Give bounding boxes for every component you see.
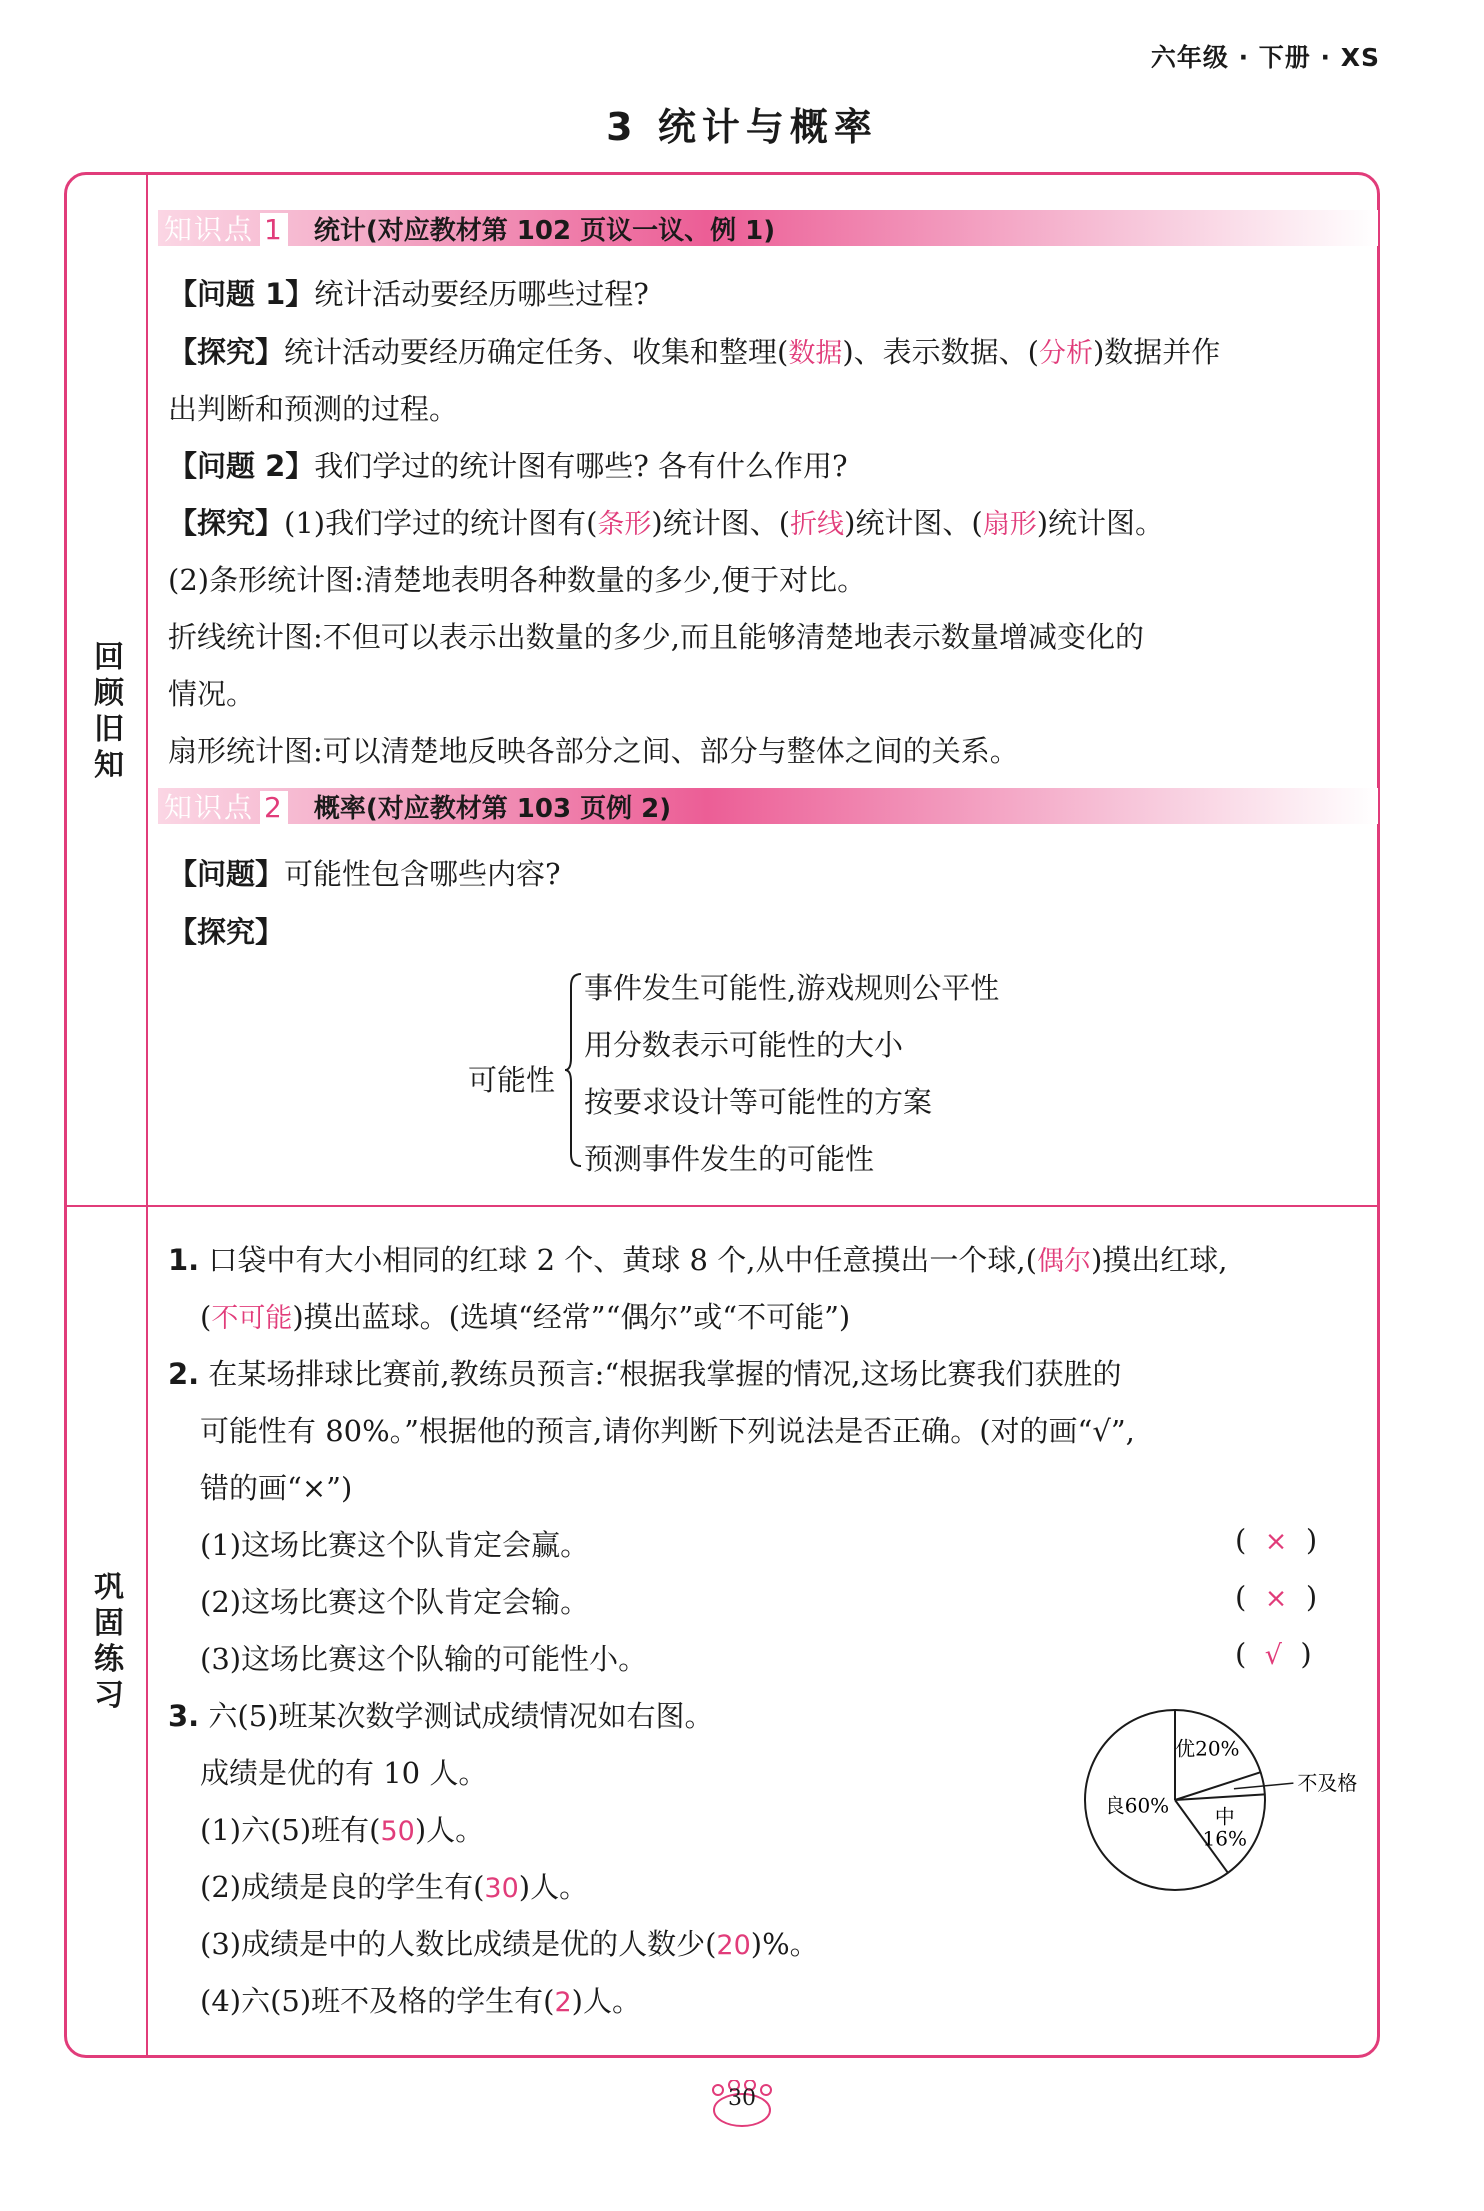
sidebar-practice-label: 巩固练习 xyxy=(94,1570,124,1713)
exercise-2-line-1 xyxy=(168,1352,1121,1393)
e2-d: )统计图。 xyxy=(1036,506,1165,540)
pie-label-medium: 16% xyxy=(1202,1826,1247,1851)
q2a: (2)成绩是良的学生有( xyxy=(200,1870,485,1904)
ex1-num: 1. xyxy=(168,1243,200,1277)
e1-c: )数据并作 xyxy=(1092,335,1221,369)
kp2-explore-label xyxy=(168,910,284,951)
exercise-3-q3 xyxy=(200,1922,819,1963)
mark-3: √ xyxy=(1264,1640,1282,1671)
pie-label-good: 良60% xyxy=(1104,1793,1170,1818)
ex1-answer-2: 不可能 xyxy=(211,1303,293,1334)
exercise-2-item-3: (3)这场比赛这个队输的可能性小。 xyxy=(200,1642,648,1676)
kp2-tag xyxy=(158,786,294,826)
section-divider xyxy=(66,1205,1378,1207)
kp1-title: 统计(对应教材第 102 页议一议、例 1) xyxy=(313,215,776,246)
brace-icon xyxy=(563,972,583,1168)
knowledge-point-2-bar xyxy=(158,788,1378,824)
kp2-tag-text: 知识点 xyxy=(164,791,255,824)
exercise-2-item-2: (2)这场比赛这个队肯定会输。 xyxy=(200,1585,590,1619)
e1-a: 统计活动要经历确定任务、收集和整理( xyxy=(284,335,789,369)
exercise-1-line-1 xyxy=(168,1238,1228,1279)
kp1-explore-1 xyxy=(168,330,1220,371)
q4b: )人。 xyxy=(571,1984,641,2018)
kp1-question-2 xyxy=(168,444,848,485)
exercise-2-line-2: 可能性有 80%。”根据他的预言,请你判断下列说法是否正确。(对的画“√”, xyxy=(200,1414,1135,1448)
exercise-2-item-3-mark: ( √ ) xyxy=(1235,1637,1312,1671)
exercise-3-q2 xyxy=(200,1865,588,1906)
pie-label-medium: 中 xyxy=(1214,1804,1235,1829)
kp2-num: 2 xyxy=(260,791,288,824)
q1a: (1)六(5)班有( xyxy=(200,1813,381,1847)
exercise-2-item-1: (1)这场比赛这个队肯定会赢。 xyxy=(200,1528,590,1562)
ex3-a: 六(5)班某次数学测试成绩情况如右图。 xyxy=(208,1699,714,1733)
q1-text: 统计活动要经历哪些过程? xyxy=(314,277,649,311)
ex1-a: 口袋中有大小相同的红球 2 个、黄球 8 个,从中任意摸出一个球,( xyxy=(208,1243,1037,1277)
ex2-num: 2. xyxy=(168,1357,200,1391)
page-title: 3 统计与概率 xyxy=(606,105,878,149)
ex1-b: )摸出红球, xyxy=(1090,1243,1228,1277)
kp1-tag xyxy=(158,208,294,248)
answer-bar: 条形 xyxy=(597,509,652,540)
ex3-answer-4: 2 xyxy=(554,1987,572,2018)
exercise-3-q1 xyxy=(200,1808,484,1849)
e1-label: 【探究】 xyxy=(168,335,285,369)
kp1-num: 1 xyxy=(260,213,288,246)
tree-item-1: 事件发生可能性,游戏规则公平性 xyxy=(584,971,1000,1005)
kp2-q-label: 【问题】 xyxy=(168,857,285,891)
kp1-explore-1-cont: 出判断和预测的过程。 xyxy=(168,392,459,426)
q2b: )人。 xyxy=(518,1870,589,1904)
e2-c: )统计图、( xyxy=(844,506,983,540)
exercise-2-item-1-mark: ( × ) xyxy=(1235,1523,1318,1557)
ex3-answer-3: 20 xyxy=(716,1930,751,1961)
exercise-3-line-2: 成绩是优的有 10 人。 xyxy=(200,1756,488,1790)
kp2-title: 概率(对应教材第 103 页例 2) xyxy=(313,793,672,824)
page-number: 30 xyxy=(728,2086,756,2111)
pie-chart xyxy=(1075,1700,1375,1904)
q1b: )人。 xyxy=(414,1813,485,1847)
exercise-3-q4 xyxy=(200,1979,641,2020)
q3b: )%。 xyxy=(750,1927,819,1961)
answer-data: 数据 xyxy=(788,338,843,369)
kp1-bar-chart-desc: (2)条形统计图:清楚地表明各种数量的多少,便于对比。 xyxy=(168,563,867,597)
ex1-answer-1: 偶尔 xyxy=(1036,1246,1091,1277)
grade-label: 六年级 · 下册 · XS xyxy=(1150,43,1380,72)
answer-line: 折线 xyxy=(790,509,845,540)
pie-label-excellent: 优20% xyxy=(1175,1736,1240,1761)
q2-label: 【问题 2】 xyxy=(168,449,315,483)
kp1-line-chart-desc-cont: 情况。 xyxy=(168,677,256,711)
e2-a: (1)我们学过的统计图有( xyxy=(284,506,598,540)
answer-pie: 扇形 xyxy=(982,509,1037,540)
tree-item-3: 按要求设计等可能性的方案 xyxy=(584,1085,933,1119)
pie-label-fail: 不及格 xyxy=(1297,1771,1358,1796)
e2-b: )统计图、( xyxy=(651,506,791,540)
kp2-q-text: 可能性包含哪些内容? xyxy=(284,857,561,891)
kp2-question xyxy=(168,852,561,893)
mark-1: × xyxy=(1264,1526,1288,1557)
ex1-c: ( xyxy=(200,1300,212,1334)
answer-analysis: 分析 xyxy=(1038,338,1093,369)
e1-b: )、表示数据、( xyxy=(842,335,1039,369)
side-divider xyxy=(146,174,148,2056)
q3a: (3)成绩是中的人数比成绩是优的人数少( xyxy=(200,1927,717,1961)
q2-text: 我们学过的统计图有哪些? 各有什么作用? xyxy=(314,449,848,483)
kp2-e-label: 【探究】 xyxy=(168,915,285,949)
exercise-2-item-2-mark: ( × ) xyxy=(1235,1580,1318,1614)
tree-root: 可能性 xyxy=(468,1063,556,1097)
exercise-1-line-2 xyxy=(200,1295,850,1336)
sidebar-review-label: 回顾旧知 xyxy=(94,640,124,783)
q4a: (4)六(5)班不及格的学生有( xyxy=(200,1984,555,2018)
kp1-tag-text: 知识点 xyxy=(164,213,255,246)
tree-item-4: 预测事件发生的可能性 xyxy=(584,1142,875,1176)
ex1-d: )摸出蓝球。(选填“经常”“偶尔”或“不可能”) xyxy=(292,1300,851,1334)
knowledge-point-1-bar xyxy=(158,210,1378,246)
q1-label: 【问题 1】 xyxy=(168,277,315,311)
ex3-num: 3. xyxy=(168,1699,200,1733)
kp1-explore-2 xyxy=(168,501,1164,542)
ex2-a: 在某场排球比赛前,教练员预言:“根据我掌握的情况,这场比赛我们获胜的 xyxy=(208,1357,1122,1391)
pie-chart-svg xyxy=(1075,1700,1375,1900)
kp1-pie-chart-desc: 扇形统计图:可以清楚地反映各部分之间、部分与整体之间的关系。 xyxy=(168,734,1019,768)
exercise-3-line-1 xyxy=(168,1694,714,1735)
ex3-answer-1: 50 xyxy=(380,1816,415,1847)
e2-label: 【探究】 xyxy=(168,506,285,540)
kp1-question-1 xyxy=(168,272,649,313)
kp1-line-chart-desc: 折线统计图:不但可以表示出数量的多少,而且能够清楚地表示数量增减变化的 xyxy=(168,620,1144,654)
exercise-2-line-3: 错的画“×”) xyxy=(200,1471,353,1505)
tree-item-2: 用分数表示可能性的大小 xyxy=(584,1028,904,1062)
mark-2: × xyxy=(1264,1583,1288,1614)
ex3-answer-2: 30 xyxy=(484,1873,519,1904)
